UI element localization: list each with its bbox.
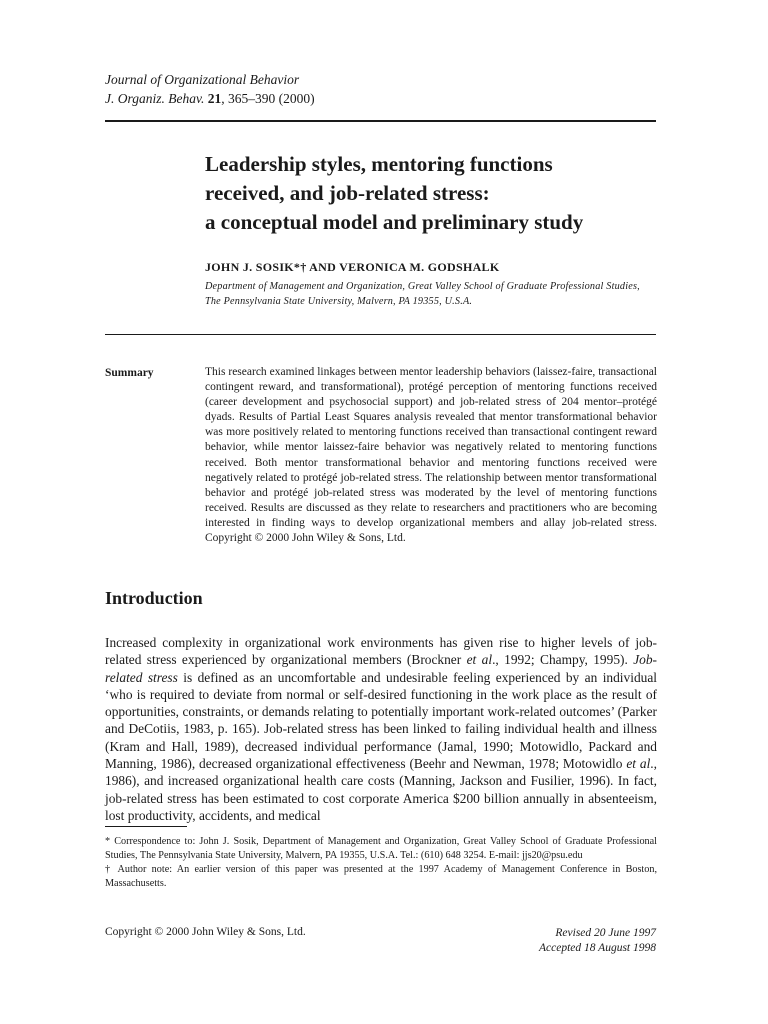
article-dates (539, 926, 656, 956)
intro-text-run: ., 1992; Champy, 1995). (492, 652, 634, 668)
intro-text-run: ., 1986), and increased organizational health care costs (Manning, Jackson and Fusilier, 1996). In fact, job-related stress has been estimated to cost corporate America $200 billion annually in absenteeism, lost productivity, accidents, and medical (105, 756, 657, 823)
intro-text-run: Increased complexity in organizational work environments has given rise to higher levels of job-related stress experienced by organizational members (Brockner (105, 635, 657, 668)
journal-citation (105, 89, 315, 108)
intro-italic-run: et al (626, 756, 651, 772)
header-divider (105, 120, 656, 122)
intro-text-run: is defined as an uncomfortable and undesirable feeling experienced by an individual ‘who is required to deviate from normal or self-desired functioning in the work place as the result of opportunities, constraints, or demands relating to potentially important work-related outcomes’ (Parker and DeCotiis, 1983, p. 165). Job-related stress has been linked to failing individual health and illness (Kram and Hall, 1989), decreased individual performance (Jamal, 1990; Motowidlo, Packard and Manning, 1986), decreased organizational effectiveness (Beehr and Newman, 1978; Motowidlo (105, 669, 657, 772)
article-authors: JOHN J. SOSIK*† AND VERONICA M. GODSHALK (205, 260, 500, 274)
footnotes (105, 835, 657, 891)
citation-abbrev: J. Organiz. Behav. (105, 91, 205, 106)
summary-text: This research examined linkages between mentor leadership behaviors (laissez-faire, transactional contingent reward, and transformational), protégé perception of mentoring functions received (career development and psychosocial support) and job-related stress of 204 mentor–protégé dyads. Results of Partial Least Squares analysis revealed that mentor transformational behavior was more positively related to mentoring functions received than transactional contingent reward behavior, while mentor laissez-faire behavior was negatively related to mentoring functions received. Both mentor transformational behavior and mentoring functions received were negatively related to protégé job-related stress. The relationship between mentor transformational behavior and protégé job-related stress was moderated by the level of mentoring functions received. Results are discussed as they relate to researchers and practitioners who are becoming interested in finding ways to develop organizational members and allay job-related stress. Copyright © 2000 John Wiley & Sons, Ltd. (205, 366, 657, 545)
title-line: received, and job-related stress: (205, 181, 490, 205)
affiliation-line: Department of Management and Organization, Great Valley School of Graduate Professional Studies, (205, 281, 640, 292)
journal-header (105, 70, 315, 108)
introduction-heading: Introduction (105, 588, 203, 608)
title-line: a conceptual model and preliminary study (205, 210, 584, 234)
summary-divider (105, 334, 656, 335)
intro-italic-run: et al (466, 652, 493, 668)
intro-italic-run: Job-related stress (105, 652, 657, 685)
affiliation-line: The Pennsylvania State University, Malvern, PA 19355, U.S.A. (205, 296, 473, 307)
title-line: Leadership styles, mentoring functions (205, 152, 553, 176)
summary-label: Summary (105, 367, 154, 379)
citation-volume: 21 (207, 91, 222, 106)
correspondence-footnote: * Correspondence to: John J. Sosik, Department of Management and Organization, Great Valley School of Graduate Professional Studies, The Pennsylvania State University, Malvern, PA 19355, U.S.A. Tel.: (610) 648 3254. E-mail: jjs20@psu.edu (105, 836, 657, 861)
revised-date: Revised 20 June 1997 (555, 927, 656, 939)
journal-name: Journal of Organizational Behavior (105, 72, 300, 87)
author-note-footnote: † Author note: An earlier version of this paper was presented at the 1997 Academy of Management Conference in Boston, Massachusetts. (105, 864, 657, 889)
accepted-date: Accepted 18 August 1998 (539, 942, 656, 954)
citation-pages: , 365–390 (2000) (221, 91, 315, 106)
introduction-paragraph (105, 634, 657, 824)
article-title (205, 150, 660, 237)
footnote-divider (105, 826, 187, 827)
copyright-notice: Copyright © 2000 John Wiley & Sons, Ltd. (105, 926, 306, 938)
author-affiliation (205, 279, 660, 309)
